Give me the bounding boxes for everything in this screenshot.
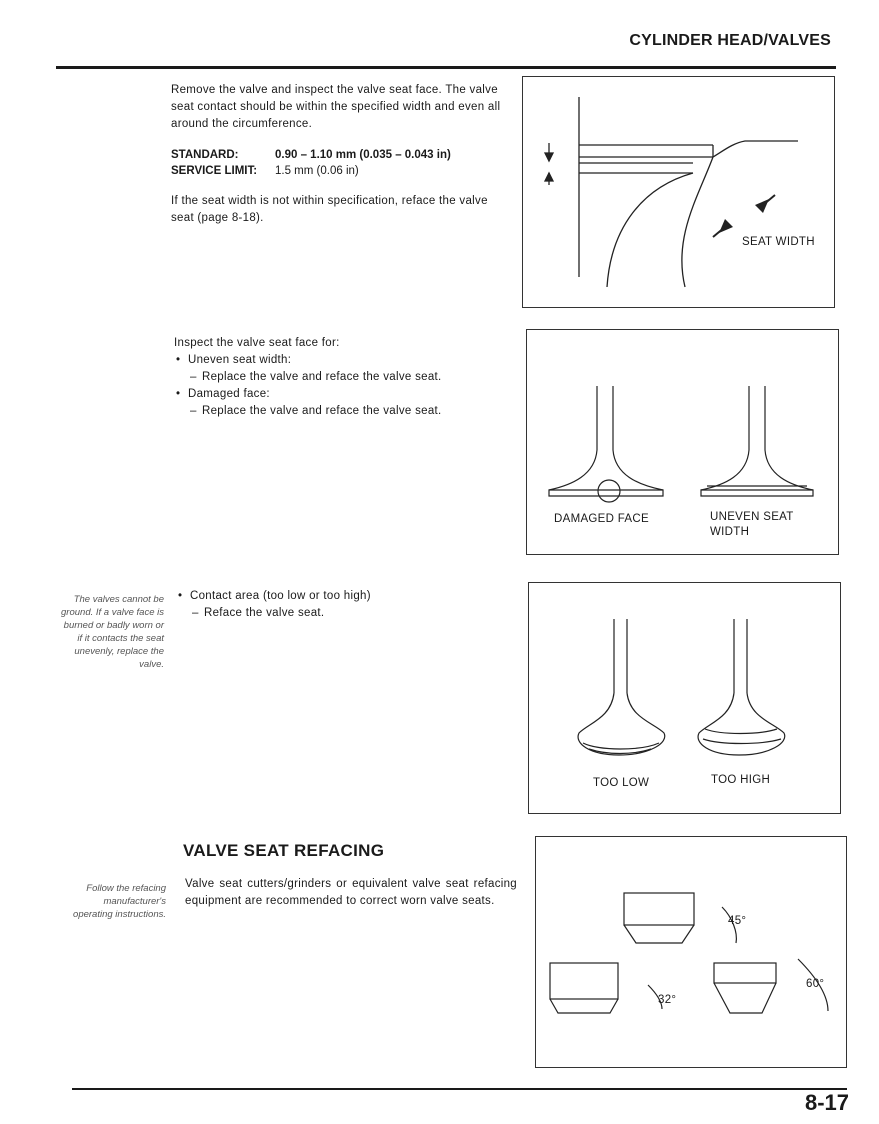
seat-inspection-paragraph: Remove the valve and inspect the valve seat face. The valve seat contact should be within the specified width and even all around the circumference. <box>171 84 501 130</box>
uneven-width-subitem: – Replace the valve and reface the valve seat. <box>188 369 494 386</box>
contact-area-section <box>190 588 510 622</box>
seat-cutters-drawing <box>536 837 846 1067</box>
seat-cutters-figure <box>535 836 847 1068</box>
damaged-uneven-figure <box>526 329 839 555</box>
angle-45-label: 45° <box>728 915 747 927</box>
damaged-face-item: • Damaged face: <box>188 386 494 403</box>
too-low-label: TOO LOW <box>593 777 650 789</box>
header-rule <box>56 66 836 69</box>
refacing-instructions-note: Follow the refacing manufacturer's operating instructions. <box>73 883 166 920</box>
spec-service-limit-row <box>171 163 511 180</box>
refacing-equipment-paragraph: Valve seat cutters/grinders or equivalent valve seat refacing equipment are recommended to correct worn valve seats. <box>185 878 517 907</box>
contact-area-figure <box>528 582 841 814</box>
valve-grinding-note: The valves cannot be ground. If a valve face is burned or badly worn or if it contacts the seat unevenly, replace the valve. <box>61 594 164 670</box>
page-number: 8-17 <box>804 1090 849 1115</box>
uneven-seat-width-label <box>710 510 794 540</box>
angle-60-label: 60° <box>806 978 825 990</box>
standard-value: 0.90 – 1.10 mm (0.035 – 0.043 in) <box>275 149 451 161</box>
angle-32-label: 32° <box>658 994 677 1006</box>
contact-area-item: • Contact area (too low or too high) <box>190 588 510 605</box>
uneven-seat-label-line1: UNEVEN SEAT <box>710 511 794 523</box>
contact-area-subitem: – Reface the valve seat. <box>190 605 510 622</box>
seat-width-label: SEAT WIDTH <box>742 236 815 248</box>
damaged-face-subitem: – Replace the valve and reface the valve seat. <box>188 403 494 420</box>
seat-width-figure <box>522 76 835 308</box>
page-header-title: CYLINDER HEAD/VALVES <box>629 32 831 49</box>
service-limit-label: SERVICE LIMIT: <box>171 165 258 177</box>
reface-instruction-paragraph: If the seat width is not within specification, reface the valve seat (page 8-18). <box>171 195 488 224</box>
contact-area-drawing <box>529 583 840 813</box>
footer-rule <box>72 1088 847 1090</box>
service-limit-value: 1.5 mm (0.06 in) <box>275 165 359 177</box>
damaged-face-label: DAMAGED FACE <box>554 513 649 525</box>
standard-label: STANDARD: <box>171 149 239 161</box>
valve-seat-refacing-title: VALVE SEAT REFACING <box>183 841 385 860</box>
seat-width-drawing <box>523 77 834 307</box>
seat-face-inspection <box>174 335 494 420</box>
spec-standard-row <box>171 147 511 164</box>
uneven-seat-label-line2: WIDTH <box>710 526 750 538</box>
too-high-label: TOO HIGH <box>711 774 771 786</box>
uneven-width-item: • Uneven seat width: <box>188 352 494 369</box>
inspect-intro: Inspect the valve seat face for: <box>174 337 340 349</box>
